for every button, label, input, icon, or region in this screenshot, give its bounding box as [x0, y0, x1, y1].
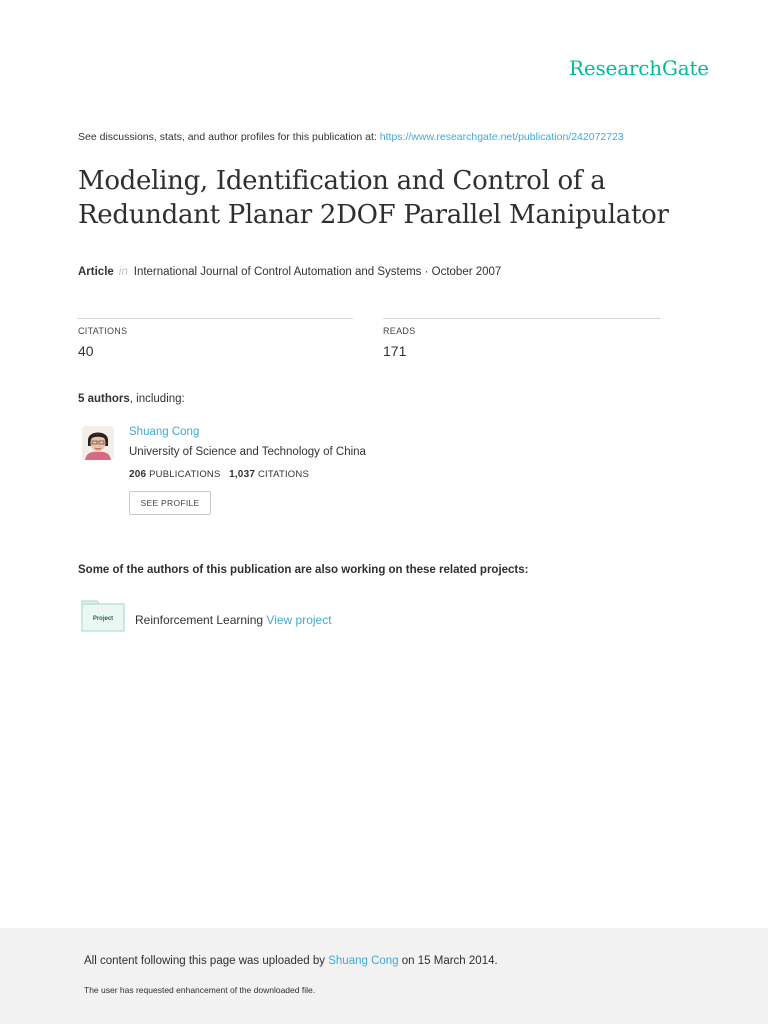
author-name-link[interactable]: Shuang Cong	[129, 426, 200, 438]
reads-divider	[383, 318, 660, 319]
author-affiliation: University of Science and Technology of China	[129, 446, 366, 458]
upload-date: on 15 March 2014.	[401, 955, 498, 967]
author-publications-label: PUBLICATIONS	[149, 469, 221, 480]
citations-divider	[78, 318, 353, 319]
authors-count: 5 authors	[78, 393, 130, 405]
footer-panel	[0, 928, 768, 1024]
authors-suffix: , including:	[129, 393, 185, 405]
researchgate-logo[interactable]: ResearchGate	[569, 56, 709, 80]
citations-count: 40	[78, 343, 94, 359]
publication-link[interactable]: https://www.researchgate.net/publication/242072723	[379, 131, 624, 143]
title-line-1: Modeling, Identification and Control of a	[78, 166, 606, 196]
upload-prefix: All content following this page was uploaded by	[84, 955, 326, 967]
project-folder-label: Project	[92, 616, 114, 622]
project-line	[135, 613, 332, 627]
title-line-2: Redundant Planar 2DOF Parallel Manipulator	[78, 200, 669, 230]
in-label: in	[118, 266, 128, 278]
enhancement-note: The user has requested enhancement of the downloaded file.	[84, 985, 316, 995]
author-publications-count: 206	[129, 469, 147, 480]
discussion-line	[78, 131, 624, 143]
reads-label: READS	[383, 326, 416, 336]
authors-heading	[78, 393, 185, 405]
author-avatar[interactable]	[82, 426, 114, 460]
project-folder-icon	[81, 600, 125, 632]
see-profile-button[interactable]: SEE PROFILE	[129, 491, 211, 515]
reads-count: 171	[383, 343, 407, 359]
publication-type: Article	[78, 266, 114, 278]
author-citations-label: CITATIONS	[257, 469, 309, 480]
publication-source: International Journal of Control Automation and Systems · October 2007	[133, 266, 502, 278]
citations-label: CITATIONS	[78, 326, 128, 336]
publication-meta	[78, 266, 501, 278]
author-citations-count: 1,037	[229, 469, 256, 480]
upload-note	[84, 955, 498, 967]
author-stats	[129, 469, 309, 480]
discussion-prefix: See discussions, stats, and author profiles for this publication at:	[78, 131, 377, 143]
related-projects-heading: Some of the authors of this publication are also working on these related projects:	[78, 564, 529, 576]
uploader-link[interactable]: Shuang Cong	[328, 955, 399, 967]
project-name: Reinforcement Learning	[135, 613, 264, 627]
publication-title	[78, 164, 718, 232]
view-project-link[interactable]: View project	[266, 613, 332, 627]
